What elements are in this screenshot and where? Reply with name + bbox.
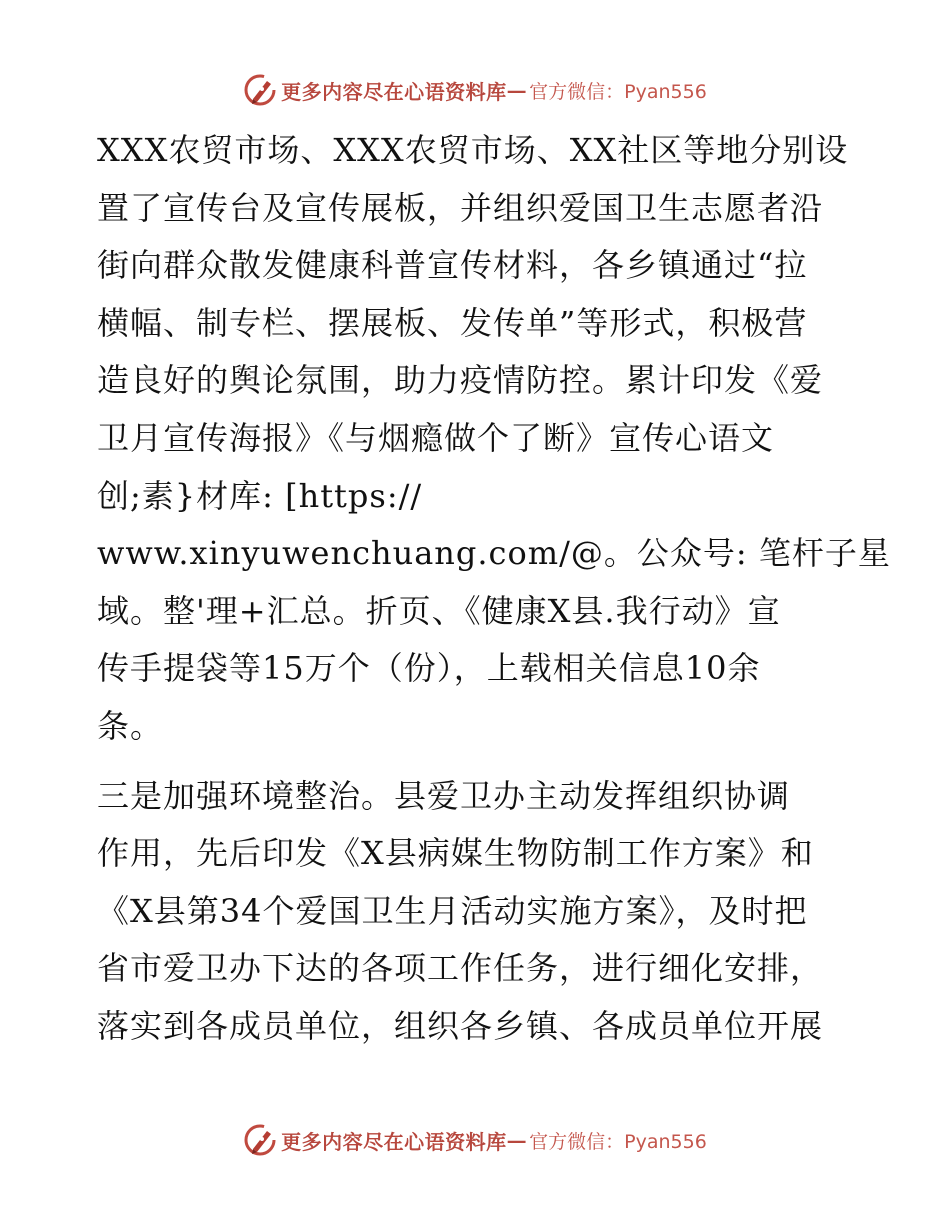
- header-banner: [0, 70, 950, 110]
- banner-contact: 官方微信：Pyan556: [529, 1130, 707, 1153]
- text-line: 横幅、制专栏、摆展板、发传单”等形式，积极营: [97, 303, 808, 342]
- text-line: 条。: [97, 706, 164, 745]
- banner-text: 更多内容尽在心语资料库: [281, 1129, 507, 1154]
- text-line: 卫月宣传海报》《与烟瘾做个了断》宣传心语文: [97, 418, 775, 457]
- text-line: 落实到各成员单位，组织各乡镇、各成员单位开展: [97, 1006, 824, 1045]
- text-line: 作用，先后印发《X县病媒生物防制工作方案》和: [97, 834, 814, 873]
- paragraph-1: [97, 122, 891, 756]
- banner-contact: 官方微信：Pyan556: [529, 80, 707, 103]
- document-body: [97, 122, 891, 1056]
- text-line: 三是加强环境整治。县爱卫办主动发挥组织协调: [97, 776, 791, 815]
- banner-dash: —: [506, 1128, 528, 1152]
- text-line: 传手提袋等15万个（份），上载相关信息10余: [97, 649, 761, 688]
- text-line: 域。整'理+汇总。折页、《健康X县.我行动》宣: [97, 591, 781, 630]
- text-line: 造良好的舆论氛围，助力疫情防控。累计印发《爱: [97, 361, 824, 400]
- banner-text: 更多内容尽在心语资料库: [281, 79, 507, 104]
- text-line: XXX农贸市场、XXX农贸市场、XX社区等地分别设: [97, 131, 849, 169]
- pen-logo-icon: [243, 1123, 279, 1157]
- text-line: 《X县第34个爱国卫生月活动实施方案》，及时把: [97, 891, 808, 930]
- pen-logo-icon: [243, 73, 279, 107]
- text-line: 街向群众散发健康科普宣传材料，各乡镇通过“拉: [97, 246, 808, 285]
- text-line: 创;素}材库: [https://: [97, 476, 423, 515]
- banner-dash: —: [506, 78, 528, 102]
- text-line: www.xinyuwenchuang.com/@。公众号: 笔杆子星: [97, 534, 891, 573]
- text-line: 置了宣传台及宣传展板，并组织爱国卫生志愿者沿: [97, 188, 824, 227]
- paragraph-2: [97, 768, 857, 1056]
- text-line: 省市爱卫办下达的各项工作任务，进行细化安排，: [97, 949, 824, 988]
- footer-banner: [0, 1120, 950, 1160]
